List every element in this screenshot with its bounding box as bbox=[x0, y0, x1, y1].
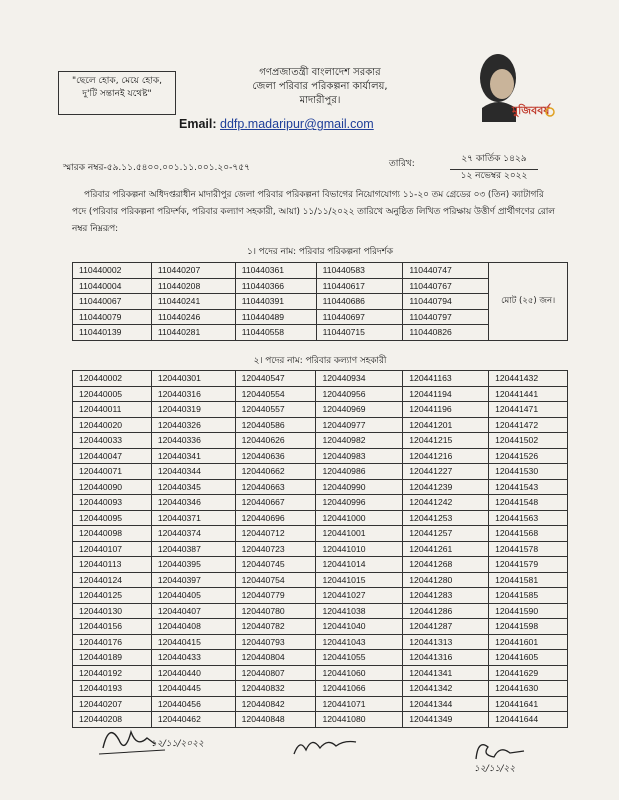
roll-number-cell: 120440345 bbox=[151, 479, 235, 495]
table-row bbox=[73, 541, 568, 557]
roll-number-cell: 110440002 bbox=[73, 263, 152, 279]
roll-number-cell: 120440341 bbox=[151, 448, 235, 464]
roll-number-cell: 120440156 bbox=[73, 619, 152, 635]
roll-number-cell: 120440547 bbox=[235, 371, 316, 387]
logo-text: মুজিববর্ষ bbox=[512, 104, 550, 117]
table-row bbox=[73, 603, 568, 619]
table-row bbox=[73, 371, 568, 387]
roll-number-cell: 120441590 bbox=[489, 603, 568, 619]
slogan-line-1: "ছেলে হোক, মেয়ে হোক, bbox=[71, 76, 162, 86]
signature-left bbox=[95, 718, 225, 766]
roll-number-cell: 120440586 bbox=[235, 417, 316, 433]
email-link[interactable]: ddfp.madaripur@gmail.com bbox=[220, 117, 374, 131]
roll-number-cell: 120441227 bbox=[403, 464, 489, 480]
roll-number-cell: 120441629 bbox=[489, 665, 568, 681]
table-row bbox=[73, 572, 568, 588]
roll-number-cell: 110440366 bbox=[235, 278, 316, 294]
roll-number-cell: 120440124 bbox=[73, 572, 152, 588]
roll-number-cell: 120440336 bbox=[151, 433, 235, 449]
roll-number-cell: 120440626 bbox=[235, 433, 316, 449]
roll-number-cell: 120441641 bbox=[489, 696, 568, 712]
roll-number-cell: 120440005 bbox=[73, 386, 152, 402]
roll-number-cell: 120440090 bbox=[73, 479, 152, 495]
roll-number-cell: 120441242 bbox=[403, 495, 489, 511]
roll-number-cell: 120440208 bbox=[73, 712, 152, 728]
roll-number-cell: 120440011 bbox=[73, 402, 152, 418]
roll-number-cell: 110440794 bbox=[403, 294, 489, 310]
roll-number-cell: 120441563 bbox=[489, 510, 568, 526]
date-bangla: ২৭ কার্তিক ১৪২৯ bbox=[450, 151, 538, 170]
table-row bbox=[73, 665, 568, 681]
table-row bbox=[73, 526, 568, 542]
roll-number-cell: 110440767 bbox=[403, 278, 489, 294]
roll-number-cell: 120440832 bbox=[235, 681, 316, 697]
roll-number-cell: 120440407 bbox=[151, 603, 235, 619]
roll-number-cell: 120441349 bbox=[403, 712, 489, 728]
roll-number-cell: 120440956 bbox=[316, 386, 403, 402]
roll-number-cell: 120440095 bbox=[73, 510, 152, 526]
mujib-year-logo bbox=[468, 48, 560, 122]
roll-number-cell: 120441043 bbox=[316, 634, 403, 650]
government-name: গণপ্রজাতন্ত্রী বাংলাদেশ সরকার bbox=[259, 67, 381, 78]
table-row bbox=[73, 464, 568, 480]
roll-number-cell: 110440391 bbox=[235, 294, 316, 310]
roll-number-cell: 120441601 bbox=[489, 634, 568, 650]
roll-number-cell: 110440826 bbox=[403, 325, 489, 341]
roll-number-cell: 120440982 bbox=[316, 433, 403, 449]
roll-number-cell: 110440241 bbox=[151, 294, 235, 310]
roll-number-cell: 120441038 bbox=[316, 603, 403, 619]
roll-number-cell: 110440489 bbox=[235, 309, 316, 325]
roll-number-cell: 120440969 bbox=[316, 402, 403, 418]
signature-right bbox=[470, 735, 550, 774]
email-line bbox=[179, 117, 374, 131]
table-row bbox=[73, 433, 568, 449]
roll-number-cell: 120440130 bbox=[73, 603, 152, 619]
roll-number-cell: 120441000 bbox=[316, 510, 403, 526]
roll-number-cell: 120441581 bbox=[489, 572, 568, 588]
roll-number-cell: 120441342 bbox=[403, 681, 489, 697]
table-row bbox=[73, 696, 568, 712]
section-2-title: ২। পদের নাম: পরিবার কল্যাণ সহকারী bbox=[253, 356, 387, 366]
roll-number-cell: 120441257 bbox=[403, 526, 489, 542]
office-header bbox=[200, 66, 440, 108]
table-row bbox=[73, 495, 568, 511]
roll-number-cell: 120440093 bbox=[73, 495, 152, 511]
roll-number-cell: 120441585 bbox=[489, 588, 568, 604]
roll-number-cell: 120441644 bbox=[489, 712, 568, 728]
roll-number-cell: 120440098 bbox=[73, 526, 152, 542]
roll-number-cell: 120440433 bbox=[151, 650, 235, 666]
roll-number-cell: 120441080 bbox=[316, 712, 403, 728]
signature-left-date: ১২/১১/২০২২ bbox=[151, 739, 204, 749]
roll-number-cell: 120440408 bbox=[151, 619, 235, 635]
roll-number-cell: 120441287 bbox=[403, 619, 489, 635]
roll-number-cell: 120440754 bbox=[235, 572, 316, 588]
roll-number-cell: 120440667 bbox=[235, 495, 316, 511]
roll-number-cell: 120441253 bbox=[403, 510, 489, 526]
roll-number-cell: 120440557 bbox=[235, 402, 316, 418]
roll-number-cell: 120440415 bbox=[151, 634, 235, 650]
table-row bbox=[73, 479, 568, 495]
roll-number-cell: 120441286 bbox=[403, 603, 489, 619]
roll-number-cell: 120440374 bbox=[151, 526, 235, 542]
roll-number-cell: 120441040 bbox=[316, 619, 403, 635]
roll-number-cell: 120440189 bbox=[73, 650, 152, 666]
table-row bbox=[73, 448, 568, 464]
roll-number-cell: 120441598 bbox=[489, 619, 568, 635]
roll-number-cell: 120441471 bbox=[489, 402, 568, 418]
roll-number-cell: 120441060 bbox=[316, 665, 403, 681]
roll-number-cell: 110440617 bbox=[316, 278, 403, 294]
roll-number-cell: 120441316 bbox=[403, 650, 489, 666]
email-label: Email: bbox=[179, 117, 217, 131]
roll-number-cell: 110440208 bbox=[151, 278, 235, 294]
roll-number-cell: 120440387 bbox=[151, 541, 235, 557]
roll-number-cell: 120440113 bbox=[73, 557, 152, 573]
table-row bbox=[73, 386, 568, 402]
roll-number-cell: 120441530 bbox=[489, 464, 568, 480]
table-row bbox=[73, 557, 568, 573]
date-label: তারিখ: bbox=[389, 159, 415, 169]
roll-number-cell: 120440780 bbox=[235, 603, 316, 619]
roll-number-cell: 120440445 bbox=[151, 681, 235, 697]
slogan-box bbox=[58, 71, 176, 115]
table-row bbox=[73, 588, 568, 604]
signature-right-date: ১২/১১/২২ bbox=[474, 764, 516, 774]
roll-number-cell: 120440440 bbox=[151, 665, 235, 681]
roll-number-cell: 110440583 bbox=[316, 263, 403, 279]
roll-number-cell: 120441066 bbox=[316, 681, 403, 697]
roll-number-cell: 120440745 bbox=[235, 557, 316, 573]
roll-number-cell: 120441313 bbox=[403, 634, 489, 650]
roll-number-cell: 120440696 bbox=[235, 510, 316, 526]
roll-number-cell: 120441071 bbox=[316, 696, 403, 712]
roll-number-cell: 120440107 bbox=[73, 541, 152, 557]
roll-number-cell: 120440344 bbox=[151, 464, 235, 480]
roll-number-cell: 120441055 bbox=[316, 650, 403, 666]
roll-number-cell: 120440395 bbox=[151, 557, 235, 573]
roll-number-cell: 120440397 bbox=[151, 572, 235, 588]
roll-number-cell: 120440047 bbox=[73, 448, 152, 464]
roll-number-cell: 120441239 bbox=[403, 479, 489, 495]
roll-number-cell: 120440462 bbox=[151, 712, 235, 728]
roll-number-cell: 110440079 bbox=[73, 309, 152, 325]
roll-number-cell: 120441548 bbox=[489, 495, 568, 511]
roll-number-cell: 110440686 bbox=[316, 294, 403, 310]
roll-number-cell: 120441630 bbox=[489, 681, 568, 697]
roll-number-cell: 120441261 bbox=[403, 541, 489, 557]
roll-number-cell: 120441201 bbox=[403, 417, 489, 433]
roll-number-cell: 120440793 bbox=[235, 634, 316, 650]
roll-number-cell: 120440986 bbox=[316, 464, 403, 480]
roll-number-cell: 120440996 bbox=[316, 495, 403, 511]
roll-number-cell: 120440977 bbox=[316, 417, 403, 433]
table-row bbox=[73, 402, 568, 418]
slogan-line-2: দু'টি সন্তানই যথেষ্ট" bbox=[82, 89, 152, 99]
table-row bbox=[73, 650, 568, 666]
roll-number-cell: 120440934 bbox=[316, 371, 403, 387]
roll-number-cell: 120441194 bbox=[403, 386, 489, 402]
roll-number-cell: 110440281 bbox=[151, 325, 235, 341]
table-row bbox=[73, 263, 568, 279]
roll-number-cell: 120441344 bbox=[403, 696, 489, 712]
roll-number-cell: 120440663 bbox=[235, 479, 316, 495]
roll-number-cell: 120440983 bbox=[316, 448, 403, 464]
roll-number-cell: 120440554 bbox=[235, 386, 316, 402]
roll-number-cell: 120441014 bbox=[316, 557, 403, 573]
roll-number-cell: 120441472 bbox=[489, 417, 568, 433]
section-1-total: মোট (২৫) জন। bbox=[489, 263, 568, 341]
roll-number-cell: 120440301 bbox=[151, 371, 235, 387]
roll-number-cell: 110440139 bbox=[73, 325, 152, 341]
roll-number-cell: 120440326 bbox=[151, 417, 235, 433]
office-location: মাদারীপুর। bbox=[299, 95, 341, 106]
roll-number-cell: 120441578 bbox=[489, 541, 568, 557]
roll-number-cell: 120440723 bbox=[235, 541, 316, 557]
roll-number-cell: 120441027 bbox=[316, 588, 403, 604]
roll-number-cell: 120440712 bbox=[235, 526, 316, 542]
roll-number-cell: 120440346 bbox=[151, 495, 235, 511]
roll-number-cell: 120441163 bbox=[403, 371, 489, 387]
roll-number-cell: 120441215 bbox=[403, 433, 489, 449]
roll-number-cell: 120440636 bbox=[235, 448, 316, 464]
roll-number-cell: 120440316 bbox=[151, 386, 235, 402]
roll-number-cell: 120440193 bbox=[73, 681, 152, 697]
table-row bbox=[73, 619, 568, 635]
signature-middle bbox=[290, 728, 360, 764]
roll-number-cell: 120441526 bbox=[489, 448, 568, 464]
roll-number-cell: 120440779 bbox=[235, 588, 316, 604]
roll-number-cell: 120440002 bbox=[73, 371, 152, 387]
roll-number-cell: 110440067 bbox=[73, 294, 152, 310]
roll-number-cell: 120440807 bbox=[235, 665, 316, 681]
section-1-roll-table bbox=[72, 262, 568, 341]
roll-number-cell: 110440697 bbox=[316, 309, 403, 325]
roll-number-cell: 120440848 bbox=[235, 712, 316, 728]
roll-number-cell: 110440246 bbox=[151, 309, 235, 325]
roll-number-cell: 120441268 bbox=[403, 557, 489, 573]
roll-number-cell: 120440192 bbox=[73, 665, 152, 681]
roll-number-cell: 110440747 bbox=[403, 263, 489, 279]
roll-number-cell: 120440405 bbox=[151, 588, 235, 604]
roll-number-cell: 120440804 bbox=[235, 650, 316, 666]
section-2-roll-table bbox=[72, 370, 568, 728]
roll-number-cell: 110440715 bbox=[316, 325, 403, 341]
roll-number-cell: 110440004 bbox=[73, 278, 152, 294]
roll-number-cell: 120441441 bbox=[489, 386, 568, 402]
memo-number: স্মারক নম্বর-৫৯.১১.৫৪০০.০০১.১১.০০১.২০-৭৫৭ bbox=[63, 163, 250, 173]
roll-number-cell: 120440662 bbox=[235, 464, 316, 480]
roll-number-cell: 120441502 bbox=[489, 433, 568, 449]
roll-number-cell: 120440125 bbox=[73, 588, 152, 604]
roll-number-cell: 120441341 bbox=[403, 665, 489, 681]
roll-number-cell: 120441543 bbox=[489, 479, 568, 495]
roll-number-cell: 120441001 bbox=[316, 526, 403, 542]
section-1-title: ১। পদের নাম: পরিবার পরিকল্পনা পরিদর্শক bbox=[247, 247, 393, 257]
table-row bbox=[73, 681, 568, 697]
roll-number-cell: 120440990 bbox=[316, 479, 403, 495]
roll-number-cell: 120440176 bbox=[73, 634, 152, 650]
roll-number-cell: 120440456 bbox=[151, 696, 235, 712]
roll-number-cell: 120441579 bbox=[489, 557, 568, 573]
notice-body: পরিবার পরিকল্পনা অধিদপ্তরাধীন মাদারীপুর জেলা পরিবার পরিকল্পনা বিভাগের নিয়োগযোগ্য ১১-২০ তম গ্রেডের ০৩ (তিন) ক্যাটাগরি পদে (পরিবার পরিকল্পনা পরিদর্শক, পরিবার কল্যাণ সহকারী, আয়া) ১১/১১/২০২২ তারিখে অনুষ্ঠিত লিখিত পরিক্ষায় উত্তীর্ণ প্রার্থীগণের রোল নম্বর নিম্নরূপ: bbox=[72, 190, 555, 234]
table-row bbox=[73, 634, 568, 650]
roll-number-cell: 120441196 bbox=[403, 402, 489, 418]
roll-number-cell: 120441216 bbox=[403, 448, 489, 464]
roll-number-cell: 120440071 bbox=[73, 464, 152, 480]
roll-number-cell: 120441432 bbox=[489, 371, 568, 387]
office-name: জেলা পরিবার পরিকল্পনা কার্যালয়, bbox=[252, 81, 388, 92]
roll-number-cell: 120441015 bbox=[316, 572, 403, 588]
roll-number-cell: 120441605 bbox=[489, 650, 568, 666]
date-english: ১২ নভেম্বর ২০২২ bbox=[460, 171, 528, 181]
roll-number-cell: 120441568 bbox=[489, 526, 568, 542]
roll-number-cell: 120440207 bbox=[73, 696, 152, 712]
roll-number-cell: 110440361 bbox=[235, 263, 316, 279]
roll-number-cell: 120441280 bbox=[403, 572, 489, 588]
roll-number-cell: 120441283 bbox=[403, 588, 489, 604]
roll-number-cell: 110440797 bbox=[403, 309, 489, 325]
roll-number-cell: 120440033 bbox=[73, 433, 152, 449]
table-row bbox=[73, 417, 568, 433]
roll-number-cell: 120440371 bbox=[151, 510, 235, 526]
roll-number-cell: 110440207 bbox=[151, 263, 235, 279]
roll-number-cell: 120440020 bbox=[73, 417, 152, 433]
roll-number-cell: 110440558 bbox=[235, 325, 316, 341]
table-row bbox=[73, 510, 568, 526]
roll-number-cell: 120441010 bbox=[316, 541, 403, 557]
roll-number-cell: 120440842 bbox=[235, 696, 316, 712]
roll-number-cell: 120440319 bbox=[151, 402, 235, 418]
roll-number-cell: 120440782 bbox=[235, 619, 316, 635]
